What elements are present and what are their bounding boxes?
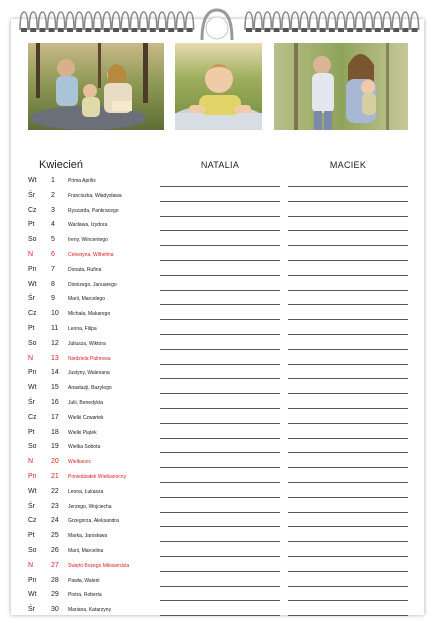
weekday-label: N — [28, 458, 34, 466]
natalia-entry-line — [160, 304, 280, 305]
day-row — [11, 396, 424, 410]
weekday-label: Śr — [28, 191, 35, 199]
nameday-text: Ryszarda, Pankracego — [68, 207, 119, 214]
spiral-ring — [291, 12, 299, 30]
day-row — [11, 307, 424, 321]
day-number: 28 — [51, 576, 59, 584]
nameday-text: Marka, Jarosława — [68, 533, 108, 540]
maciek-entry-line — [288, 275, 408, 276]
natalia-entry-line — [160, 438, 280, 439]
spiral-ring — [121, 12, 129, 30]
nameday-text: Celestyna, Wilhelma — [68, 252, 114, 258]
maciek-entry-line — [288, 556, 408, 557]
natalia-entry-line — [160, 541, 280, 542]
day-number: 20 — [51, 458, 59, 466]
natalia-entry-line — [160, 216, 280, 217]
spiral-hole — [246, 28, 252, 32]
day-number: 5 — [51, 236, 55, 244]
natalia-entry-line — [160, 378, 280, 379]
day-number: 15 — [51, 384, 59, 392]
natalia-entry-line — [160, 334, 280, 335]
natalia-entry-line — [160, 423, 280, 424]
spiral-hole — [67, 28, 73, 32]
maciek-entry-line — [288, 512, 408, 513]
maciek-entry-line — [288, 216, 408, 217]
maciek-entry-line — [288, 349, 408, 350]
maciek-entry-line — [288, 260, 408, 261]
weekday-label: Cz — [28, 517, 37, 525]
nameday-text: Leona, Filipa — [68, 326, 97, 332]
maciek-entry-line — [288, 201, 408, 202]
day-number: 9 — [51, 295, 55, 303]
natalia-entry-line — [160, 186, 280, 187]
nameday-text: Piotra, Roberta — [68, 592, 102, 599]
spiral-ring — [328, 12, 336, 30]
day-number: 29 — [51, 591, 59, 599]
calendar-page — [11, 19, 424, 615]
day-row — [11, 455, 424, 469]
spiral-hole — [301, 28, 307, 32]
weekday-label: Wt — [28, 384, 37, 392]
day-number: 8 — [51, 280, 55, 288]
spiral-ring — [355, 12, 363, 30]
weekday-label: So — [28, 547, 37, 554]
day-row — [11, 292, 424, 306]
spiral-ring — [273, 12, 281, 30]
day-number: 4 — [51, 221, 55, 229]
natalia-entry-line — [160, 408, 280, 409]
child-photo — [175, 43, 262, 130]
weekday-label: N — [28, 251, 34, 258]
natalia-entry-line — [160, 512, 280, 513]
weekday-label: N — [28, 561, 34, 569]
day-row — [11, 411, 424, 425]
natalia-entry-line — [160, 393, 280, 394]
spiral-hole — [187, 28, 193, 32]
weekday-label: Śr — [28, 295, 35, 303]
spiral-hole — [177, 28, 183, 32]
spiral-ring — [112, 12, 120, 30]
day-row — [11, 204, 424, 218]
spiral-hole — [113, 28, 119, 32]
weekday-label: Wt — [28, 487, 37, 495]
maciek-entry-line — [288, 304, 408, 305]
spiral-ring — [84, 12, 92, 30]
spiral-hole — [347, 28, 353, 32]
nameday-text: Jerzego, Wojciecha — [68, 503, 112, 510]
day-row — [11, 233, 424, 247]
spiral-ring — [167, 12, 175, 30]
weekday-label: So — [28, 443, 37, 451]
spiral-ring — [309, 12, 317, 30]
spiral-ring — [140, 12, 148, 30]
day-number: 16 — [51, 399, 59, 406]
maciek-entry-line — [288, 186, 408, 187]
nameday-text: Niedziela Palmowa — [68, 355, 111, 362]
spiral-ring — [300, 12, 308, 30]
maciek-entry-line — [288, 615, 408, 616]
day-row — [11, 174, 424, 188]
nameday-text: Justyny, Walenana — [68, 370, 110, 377]
natalia-entry-line — [160, 600, 280, 601]
weekday-label: Pt — [28, 532, 35, 540]
natalia-entry-line — [160, 230, 280, 231]
natalia-entry-line — [160, 467, 280, 468]
spiral-hole — [21, 28, 27, 32]
day-number: 26 — [51, 547, 59, 554]
nameday-text: Franciszka, Władysława — [68, 192, 122, 199]
spiral-ring — [29, 12, 37, 30]
spiral-ring — [75, 12, 83, 30]
maciek-entry-line — [288, 526, 408, 527]
spiral-ring — [245, 12, 253, 30]
nameday-text: Wielki Piątek — [68, 429, 97, 436]
nameday-text: Wielki Czwartek — [68, 414, 104, 421]
day-number: 17 — [51, 413, 59, 421]
natalia-entry-line — [160, 615, 280, 616]
spiral-hole — [283, 28, 289, 32]
weekday-label: Cz — [28, 206, 37, 214]
spiral-hole — [274, 28, 280, 32]
natalia-entry-line — [160, 571, 280, 572]
spiral-hole — [366, 28, 372, 32]
spiral-ring — [383, 12, 391, 30]
mother-child-photo — [274, 43, 408, 130]
spiral-ring — [411, 12, 419, 30]
column-header-maciek: MACIEK — [329, 160, 367, 170]
day-row — [11, 603, 424, 617]
weekday-label: So — [28, 236, 37, 244]
nameday-text: Dionizego, Januarego — [68, 281, 117, 288]
family-photo — [28, 43, 164, 130]
natalia-entry-line — [160, 275, 280, 276]
column-header-natalia: NATALIA — [200, 160, 240, 170]
day-number: 7 — [51, 265, 55, 273]
nameday-text: Anastazji, Bazylego — [68, 385, 112, 392]
spiral-ring — [392, 12, 400, 30]
spiral-ring — [176, 12, 184, 30]
day-number: 12 — [51, 339, 59, 347]
spiral-hole — [76, 28, 82, 32]
natalia-entry-line — [160, 556, 280, 557]
day-number: 14 — [51, 369, 59, 377]
weekday-label: Pt — [28, 428, 35, 436]
day-row — [11, 189, 424, 203]
day-row — [11, 574, 424, 588]
maciek-entry-line — [288, 245, 408, 246]
day-number: 3 — [51, 206, 55, 214]
maciek-entry-line — [288, 541, 408, 542]
weekday-label: Wt — [28, 591, 37, 599]
day-row — [11, 263, 424, 277]
natalia-entry-line — [160, 452, 280, 453]
spiral-ring — [103, 12, 111, 30]
weekday-label: Pn — [28, 473, 37, 480]
day-number: 27 — [51, 561, 59, 569]
spiral-ring — [38, 12, 46, 30]
nameday-text: Mariana, Katarzyny — [68, 607, 112, 614]
spiral-hole — [159, 28, 165, 32]
natalia-entry-line — [160, 497, 280, 498]
maciek-entry-line — [288, 334, 408, 335]
spiral-hole — [356, 28, 362, 32]
weekday-label: Śr — [28, 399, 35, 406]
day-row — [11, 588, 424, 602]
spiral-ring — [254, 12, 262, 30]
spiral-hole — [412, 28, 418, 32]
spiral-hole — [310, 28, 316, 32]
day-row — [11, 544, 424, 558]
weekday-label: Pt — [28, 325, 35, 332]
day-number: 25 — [51, 532, 59, 540]
day-row — [11, 559, 424, 573]
spiral-ring — [48, 12, 56, 30]
day-row — [11, 440, 424, 454]
weekday-label: So — [28, 339, 37, 347]
spiral-hole — [384, 28, 390, 32]
maciek-entry-line — [288, 230, 408, 231]
maciek-entry-line — [288, 482, 408, 483]
spiral-hole — [320, 28, 326, 32]
day-number: 21 — [51, 473, 59, 480]
natalia-entry-line — [160, 349, 280, 350]
maciek-entry-line — [288, 586, 408, 587]
day-row — [11, 337, 424, 351]
day-number: 6 — [51, 251, 55, 258]
spiral-hole — [375, 28, 381, 32]
spiral-hole — [168, 28, 174, 32]
day-row — [11, 352, 424, 366]
spiral-hole — [58, 28, 64, 32]
spiral-hole — [402, 28, 408, 32]
day-row — [11, 366, 424, 380]
day-number: 2 — [51, 191, 55, 199]
weekday-label: Wt — [28, 177, 37, 184]
spiral-ring — [346, 12, 354, 30]
maciek-entry-line — [288, 408, 408, 409]
spiral-hole — [131, 28, 137, 32]
weekday-label: Śr — [28, 606, 35, 614]
maciek-entry-line — [288, 393, 408, 394]
weekday-label: N — [28, 354, 34, 362]
nameday-text: Wacława, Izydora — [68, 222, 108, 229]
day-row — [11, 514, 424, 528]
spiral-ring — [57, 12, 65, 30]
spiral-ring — [337, 12, 345, 30]
spiral-hole — [264, 28, 270, 32]
month-title: Kwiecień — [39, 159, 84, 171]
spiral-hole — [338, 28, 344, 32]
maciek-entry-line — [288, 438, 408, 439]
maciek-entry-line — [288, 364, 408, 365]
day-row — [11, 426, 424, 440]
nameday-text: Prima Aprilis — [68, 178, 96, 184]
day-number: 18 — [51, 428, 59, 436]
day-number: 13 — [51, 354, 59, 362]
spiral-hole — [255, 28, 261, 32]
spiral-hole — [122, 28, 128, 32]
nameday-text: Julii, Benedykta — [68, 400, 104, 406]
day-row — [11, 500, 424, 514]
maciek-entry-line — [288, 600, 408, 601]
spiral-ring — [130, 12, 138, 30]
weekday-label: Pn — [28, 265, 37, 273]
weekday-label: Śr — [28, 502, 35, 510]
day-row — [11, 529, 424, 543]
spiral-hole — [49, 28, 55, 32]
natalia-entry-line — [160, 482, 280, 483]
day-number: 11 — [51, 325, 59, 332]
spiral-ring — [282, 12, 290, 30]
spiral-ring — [319, 12, 327, 30]
spiral-ring — [374, 12, 382, 30]
weekday-label: Pn — [28, 369, 37, 377]
spiral-ring — [365, 12, 373, 30]
day-row — [11, 248, 424, 262]
natalia-entry-line — [160, 319, 280, 320]
day-number: 1 — [51, 177, 55, 184]
day-number: 22 — [51, 487, 59, 495]
spiral-ring — [66, 12, 74, 30]
natalia-entry-line — [160, 586, 280, 587]
spiral-hole — [85, 28, 91, 32]
nameday-text: Grzegorza, Aleksandra — [68, 518, 119, 525]
day-number: 10 — [51, 310, 59, 318]
nameday-text: Ireny, Wincentego — [68, 237, 108, 244]
nameday-text: Poniedziałek Wielkanocny — [68, 474, 127, 480]
nameday-text: Marii, Marcelego — [68, 296, 105, 303]
spiral-hole — [393, 28, 399, 32]
maciek-entry-line — [288, 423, 408, 424]
weekday-label: Cz — [28, 413, 37, 421]
spiral-hole — [104, 28, 110, 32]
spiral-ring — [20, 12, 28, 30]
day-number: 19 — [51, 443, 59, 451]
weekday-label: Cz — [28, 310, 37, 318]
maciek-entry-line — [288, 571, 408, 572]
day-row — [11, 470, 424, 484]
spiral-hole — [292, 28, 298, 32]
spiral-ring — [158, 12, 166, 30]
maciek-entry-line — [288, 378, 408, 379]
natalia-entry-line — [160, 526, 280, 527]
nameday-text: Wielkanoc — [68, 459, 92, 466]
spiral-ring — [401, 12, 409, 30]
day-row — [11, 218, 424, 232]
day-number: 24 — [51, 517, 59, 525]
natalia-entry-line — [160, 245, 280, 246]
calendar-hanger-icon — [198, 6, 236, 44]
natalia-entry-line — [160, 201, 280, 202]
nameday-text: Marii, Marcelina — [68, 548, 104, 554]
day-row — [11, 381, 424, 395]
day-row — [11, 485, 424, 499]
maciek-entry-line — [288, 290, 408, 291]
maciek-entry-line — [288, 319, 408, 320]
spiral-hole — [150, 28, 156, 32]
spiral-ring — [186, 12, 194, 30]
day-number: 23 — [51, 502, 59, 510]
weekday-label: Pt — [28, 221, 35, 229]
spiral-ring — [263, 12, 271, 30]
natalia-entry-line — [160, 290, 280, 291]
spiral-hole — [141, 28, 147, 32]
nameday-text: Juliusza, Wiktora — [68, 340, 106, 347]
spiral-hole — [39, 28, 45, 32]
nameday-text: Wielka Sobota — [68, 444, 101, 451]
nameday-text: Michała, Makarego — [68, 311, 111, 318]
nameday-text: Pawła, Walerii — [68, 577, 100, 584]
day-number: 30 — [51, 606, 59, 614]
natalia-entry-line — [160, 364, 280, 365]
nameday-text: Donata, Rufina — [68, 266, 102, 273]
spiral-hole — [95, 28, 101, 32]
spiral-hole — [329, 28, 335, 32]
day-row — [11, 278, 424, 292]
maciek-entry-line — [288, 452, 408, 453]
weekday-label: Pn — [28, 576, 37, 584]
weekday-label: Wt — [28, 280, 37, 288]
maciek-entry-line — [288, 467, 408, 468]
spiral-ring — [149, 12, 157, 30]
nameday-text: Święto Bożego Miłosierdzia — [68, 562, 130, 569]
day-row — [11, 322, 424, 336]
maciek-entry-line — [288, 497, 408, 498]
spiral-ring — [94, 12, 102, 30]
natalia-entry-line — [160, 260, 280, 261]
nameday-text: Leona, Łukasza — [68, 488, 104, 495]
spiral-hole — [30, 28, 36, 32]
